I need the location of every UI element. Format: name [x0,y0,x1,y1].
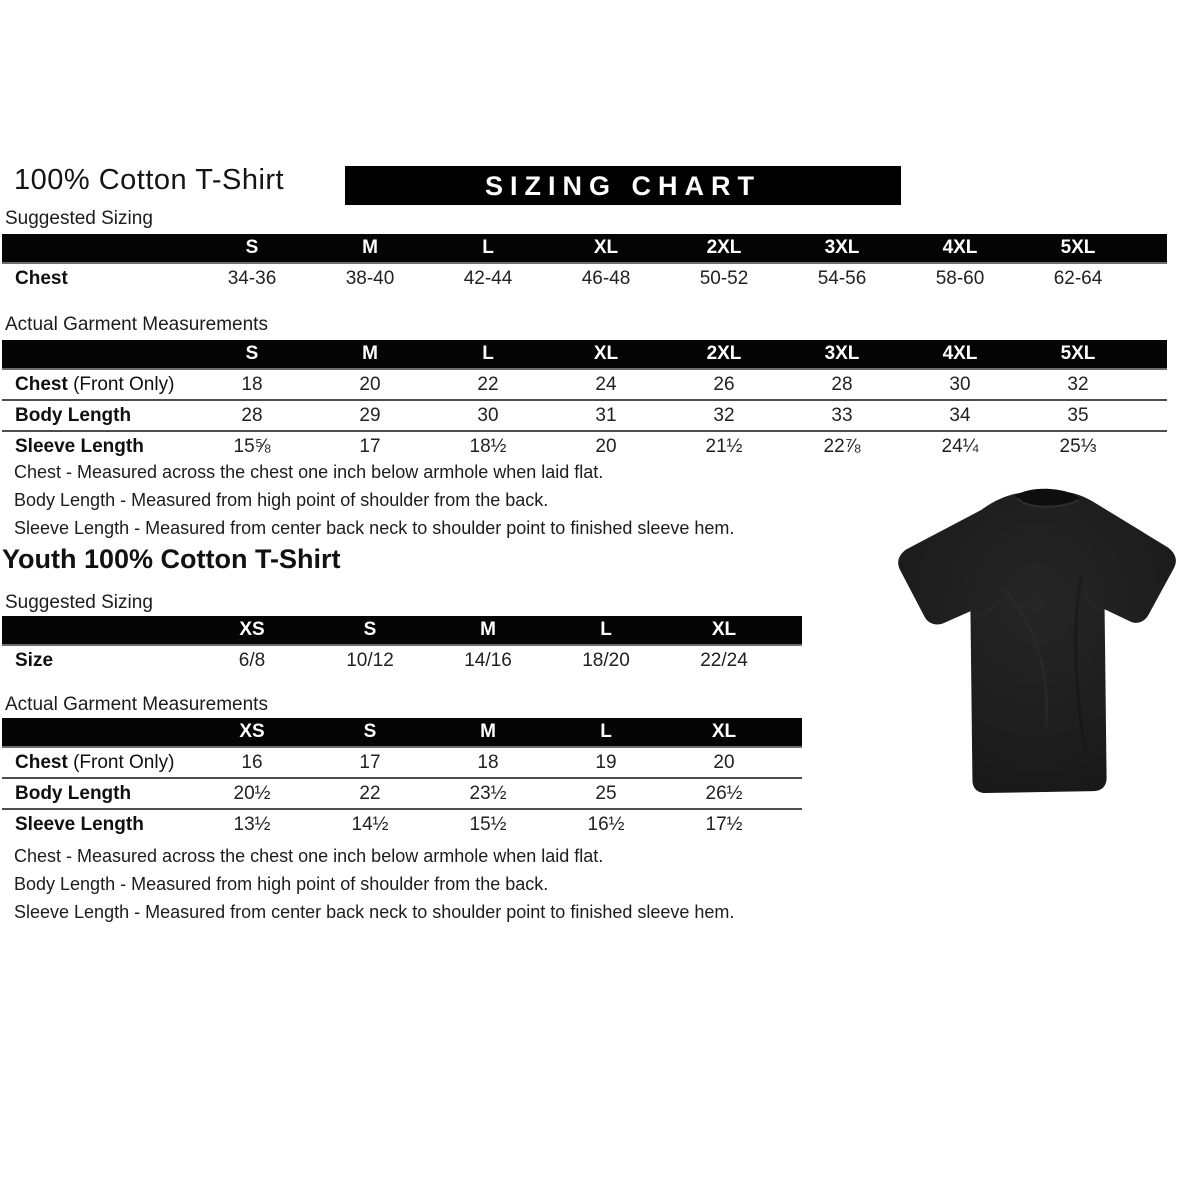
column-header-3XL: 3XL [824,237,860,258]
value-cell: 30 [477,404,499,426]
column-header-3XL: 3XL [824,343,860,364]
value-cell: 34-36 [227,267,277,289]
value-cell: 20 [359,373,381,395]
column-header-XL: XL [711,619,737,640]
value-cell: 21½ [705,435,743,457]
note-sleeve-length: Sleeve Length - Measured from center back neck to shoulder point to finished sleeve hem. [14,518,735,538]
tshirt-body [898,489,1176,793]
column-header-XL: XL [593,237,619,258]
column-header-5XL: 5XL [1060,237,1096,258]
value-cell: 54-56 [817,267,867,289]
value-cell: 18 [477,751,499,773]
value-cell: 24 [595,373,617,395]
value-cell: 17 [359,751,381,773]
row-label: Body Length [15,404,132,426]
note-sleeve-length: Sleeve Length - Measured from center back neck to shoulder point to finished sleeve hem. [14,902,735,922]
value-cell: 24¼ [941,435,979,457]
size-header-row [2,340,1167,370]
value-cell: 33 [831,404,853,426]
adult-suggested-sizing-label: Suggested Sizing [5,208,153,229]
sizing-chart-banner: SIZING CHART [345,166,901,205]
column-header-S: S [363,619,377,640]
column-header-L: L [482,237,494,258]
column-header-2XL: 2XL [706,237,742,258]
adult-notes [14,458,734,542]
value-cell: 25⅓ [1059,435,1097,457]
row-label: Size [15,649,54,671]
column-header-5XL: 5XL [1060,343,1096,364]
value-cell: 30 [949,373,971,395]
column-header-4XL: 4XL [942,343,978,364]
value-cell: 10/12 [346,649,394,671]
value-cell: 25 [595,782,617,804]
page-title: 100% Cotton T-Shirt [14,164,285,196]
column-header-S: S [363,721,377,742]
row-label: Body Length [15,782,132,804]
column-header-XS: XS [239,619,265,640]
column-header-XS: XS [239,721,265,742]
value-cell: 35 [1067,404,1089,426]
row-label: Chest [15,267,68,289]
column-header-4XL: 4XL [942,237,978,258]
value-cell: 32 [713,404,735,426]
youth-suggested-sizing-table [2,616,802,675]
value-cell: 22/24 [700,649,748,671]
size-header-row [2,616,802,646]
value-cell: 18½ [469,435,507,457]
value-cell: 19 [595,751,617,773]
row-label: Chest (Front Only) [15,751,175,773]
value-cell: 17½ [705,813,743,835]
value-cell: 13½ [233,813,271,835]
value-cell: 28 [831,373,853,395]
value-cell: 20 [713,751,735,773]
value-cell: 38-40 [345,267,395,289]
value-cell: 62-64 [1053,267,1103,289]
black-tshirt-image [882,466,1200,818]
youth-measurements-label: Actual Garment Measurements [5,694,268,715]
column-header-L: L [482,343,494,364]
value-cell: 22 [359,782,381,804]
value-cell: 16 [241,751,263,773]
value-cell: 18 [241,373,263,395]
table-row [2,264,1167,293]
youth-suggested-sizing-label: Suggested Sizing [5,592,153,613]
value-cell: 28 [241,404,263,426]
column-header-2XL: 2XL [706,343,742,364]
column-header-XL: XL [593,343,619,364]
table-row [2,646,802,675]
table-row [2,430,1167,461]
value-cell: 50-52 [699,267,749,289]
row-label: Sleeve Length [15,435,144,457]
row-label: Chest (Front Only) [15,373,175,395]
value-cell: 6/8 [238,649,266,671]
value-cell: 14/16 [464,649,512,671]
value-cell: 20½ [233,782,271,804]
row-label: Sleeve Length [15,813,144,835]
value-cell: 26½ [705,782,743,804]
value-cell: 17 [359,435,381,457]
note-body-length: Body Length - Measured from high point of shoulder from the back. [14,490,549,510]
value-cell: 15½ [469,813,507,835]
table-row [2,399,1167,430]
note-chest: Chest - Measured across the chest one inch below armhole when laid flat. [14,462,604,482]
adult-measurements-table [2,340,1167,461]
tshirt-photo [882,466,1200,818]
value-cell: 26 [713,373,735,395]
table-row [2,748,802,777]
column-header-L: L [600,721,612,742]
youth-notes [14,842,734,926]
value-cell: 18/20 [582,649,630,671]
table-row [2,370,1167,399]
value-cell: 46-48 [581,267,631,289]
value-cell: 34 [949,404,971,426]
size-header-row [2,234,1167,264]
value-cell: 31 [595,404,617,426]
column-header-L: L [600,619,612,640]
value-cell: 14½ [351,813,389,835]
value-cell: 22⅞ [823,435,861,457]
column-header-M: M [362,237,378,258]
value-cell: 16½ [587,813,625,835]
value-cell: 29 [359,404,381,426]
adult-suggested-sizing-table [2,234,1167,293]
column-header-S: S [245,343,259,364]
adult-measurements-label: Actual Garment Measurements [5,314,268,335]
column-header-M: M [480,721,496,742]
column-header-M: M [480,619,496,640]
column-header-M: M [362,343,378,364]
size-header-row [2,718,802,748]
value-cell: 20 [595,435,617,457]
column-header-XL: XL [711,721,737,742]
youth-measurements-table [2,718,802,839]
youth-title: Youth 100% Cotton T-Shirt [2,544,341,574]
column-header-S: S [245,237,259,258]
value-cell: 42-44 [463,267,513,289]
value-cell: 22 [477,373,499,395]
table-row [2,808,802,839]
table-row [2,777,802,808]
value-cell: 58-60 [935,267,985,289]
value-cell: 32 [1067,373,1089,395]
note-body-length: Body Length - Measured from high point of shoulder from the back. [14,874,549,894]
note-chest: Chest - Measured across the chest one inch below armhole when laid flat. [14,846,604,866]
value-cell: 23½ [469,782,507,804]
value-cell: 15⅝ [233,435,271,457]
